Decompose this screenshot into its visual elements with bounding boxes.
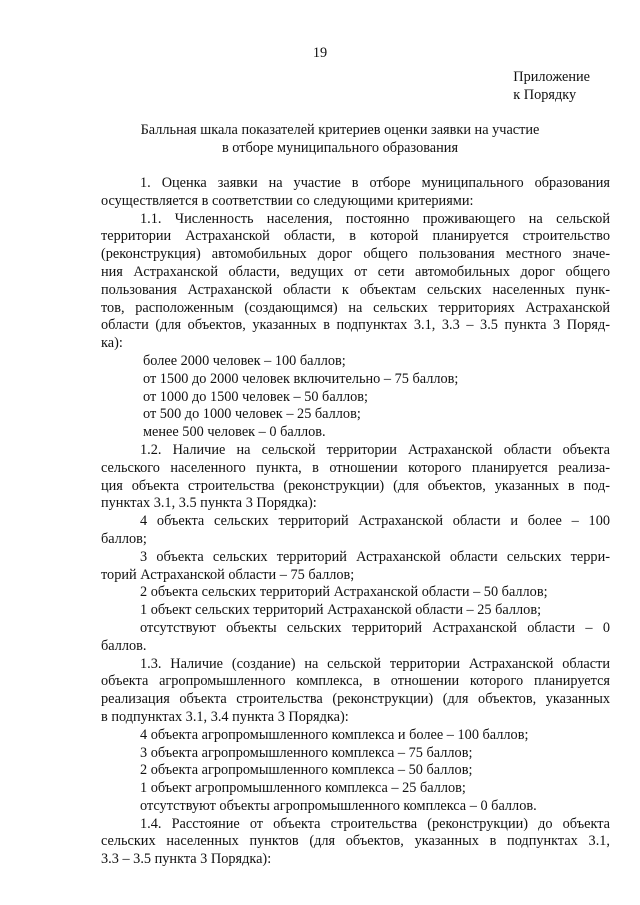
text-line: сельских населенных пунктов (для объектов, указанных в подпунктах 3.1, xyxy=(101,833,610,850)
document-heading xyxy=(118,121,562,157)
text-line: ка): xyxy=(101,335,123,352)
text-line: от 500 до 1000 человек – 25 баллов; xyxy=(143,406,361,423)
text-line: отсутствуют объекты сельских территорий Астраханской области – 0 xyxy=(140,619,610,636)
text-line: 4 объекта агропромышленного комплекса и более – 100 баллов; xyxy=(140,726,529,743)
text-line: 3 объекта сельских территорий Астраханской области сельских терри- xyxy=(140,548,610,565)
text-line: 3.3 – 3.5 пункта 3 Порядка): xyxy=(101,851,272,868)
text-line: отсутствуют объекты агропромышленного комплекса – 0 баллов. xyxy=(140,797,537,814)
page-number: 19 xyxy=(312,45,328,61)
text-line: 1 объект агропромышленного комплекса – 25 баллов; xyxy=(140,780,466,797)
text-line: сельского населенного пункта, в отношении которого планируется реализа- xyxy=(101,459,610,476)
text-line: 4 объекта сельских территорий Астраханской области и более – 100 xyxy=(140,513,610,530)
text-line: осуществляется в соответствии со следующими критериями: xyxy=(101,192,474,209)
text-line: 2 объекта сельских территорий Астраханской области – 50 баллов; xyxy=(140,584,548,601)
text-line: пунктах 3.1, 3.5 пункта 3 Порядка): xyxy=(101,495,317,512)
text-line: 2 объекта агропромышленного комплекса – 50 баллов; xyxy=(140,762,473,779)
text-line: пользования Астраханской области к объектам сельских населенных пунк- xyxy=(101,281,610,298)
heading-line: Балльная шкала показателей критериев оценки заявки на участие xyxy=(140,122,540,138)
text-line: 1 объект сельских территорий Астраханской области – 25 баллов; xyxy=(140,602,542,619)
text-line: от 1500 до 2000 человек включительно – 75 баллов; xyxy=(143,370,459,387)
text-line: тов, расположенным (создающимся) на сельских территориях Астраханской xyxy=(101,299,610,316)
text-line: менее 500 человек – 0 баллов. xyxy=(143,424,326,441)
text-line: баллов. xyxy=(101,637,147,654)
text-line: 3 объекта агропромышленного комплекса – 75 баллов; xyxy=(140,744,473,761)
text-line: ция объекта строительства (реконструкции) (для объектов, указанных в под- xyxy=(101,477,610,494)
document-body xyxy=(101,175,610,869)
text-line: в подпунктах 3.1, 3.4 пункта 3 Порядка): xyxy=(101,708,349,725)
text-line: 1.3. Наличие (создание) на сельской территории Астраханской области xyxy=(140,655,610,672)
heading-line: в отборе муниципального образования xyxy=(221,140,459,156)
text-line: объекта агропромышленного комплекса, в отношении которого планируется xyxy=(101,673,610,690)
text-line: территории Астраханской области, в которой планируется строительство xyxy=(101,228,610,245)
text-line: баллов; xyxy=(101,530,147,547)
text-line: области (для объектов, указанных в подпунктах 3.1, 3.3 – 3.5 пункта 3 Поряд- xyxy=(101,317,610,334)
text-line: (реконструкция) автомобильных дорог общего пользования местного значе- xyxy=(101,246,610,263)
text-line: ния Астраханской области, ведущих от сети автомобильных дорог общего xyxy=(101,263,610,280)
text-line: от 1000 до 1500 человек – 50 баллов; xyxy=(143,388,368,405)
text-line: торий Астраханской области – 75 баллов; xyxy=(101,566,355,583)
text-line: 1. Оценка заявки на участие в отборе муниципального образования xyxy=(140,175,610,191)
appendix-note xyxy=(513,68,590,104)
appendix-line: Приложение xyxy=(513,69,590,85)
text-line: более 2000 человек – 100 баллов; xyxy=(143,352,346,369)
text-line: 1.4. Расстояние от объекта строительства (реконструкции) до объекта xyxy=(140,815,610,832)
text-line: 1.2. Наличие на сельской территории Астраханской области объекта xyxy=(140,441,610,458)
text-line: реализация объекта строительства (реконструкции) (для объектов, указанных xyxy=(101,691,610,708)
text-line: 1.1. Численность населения, постоянно проживающего на сельской xyxy=(140,210,610,227)
appendix-line: к Порядку xyxy=(513,87,577,103)
